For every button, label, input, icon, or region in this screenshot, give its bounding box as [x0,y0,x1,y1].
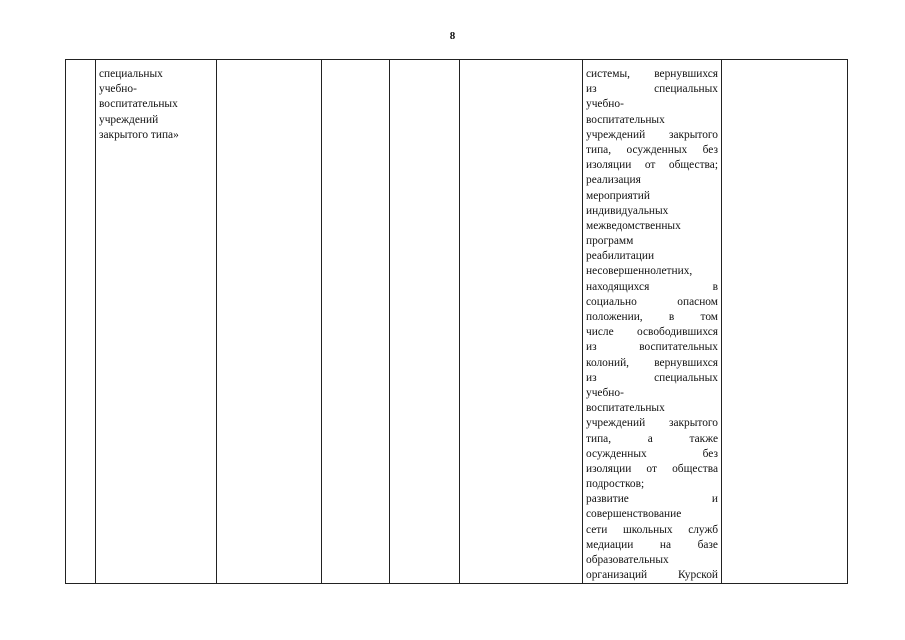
text-line: находящихся в [586,280,718,293]
table-row [66,60,848,584]
text-line: развитие и [586,493,718,506]
table-cell-number [66,60,96,584]
text-line: программ [586,235,634,248]
table-cell-empty [390,60,460,584]
text-line: несовершеннолетних, [586,265,693,278]
text-line: воспитательных [99,98,178,111]
text-line: воспитательных [586,402,665,415]
table-cell-program-name [96,60,217,584]
text-line: реализация [586,174,641,187]
text-line: учебно- [586,98,624,111]
text-line: медиации на базе [586,538,718,551]
text-line: изоляции от общества; [586,159,718,172]
text-line: специальных [99,68,163,80]
table-cell-empty [722,60,848,584]
text-line: учебно- [99,83,137,96]
text-line: из специальных [586,371,718,384]
text-line: учреждений закрытого [586,128,718,141]
table-cell-empty [460,60,583,584]
text-line: межведомственных [586,219,681,232]
document-table [65,59,848,584]
table-cell-empty [322,60,390,584]
text-line: воспитательных [586,113,665,126]
text-line: числе освободившихся [586,326,718,339]
text-line: социально опасном [586,295,718,308]
text-line: изоляции от общества [586,462,718,475]
text-line: колоний, вернувшихся [586,356,718,369]
text-line: совершенствование [586,508,682,521]
description-text [583,60,721,583]
text-line: учебно- [586,386,624,399]
text-line: положении, в том [586,311,718,323]
table-cell-empty [217,60,322,584]
program-name-text [96,60,216,143]
page-number: 8 [449,30,456,42]
text-line: из воспитательных [586,341,718,354]
text-line: индивидуальных [586,204,669,217]
text-line: из специальных [586,83,718,96]
text-line: учреждений [99,113,159,126]
text-line: образовательных [586,554,669,566]
text-line: мероприятий [586,189,650,202]
text-line: учреждений закрытого [586,417,718,430]
text-line: подростков; [586,478,645,491]
text-line: типа, осужденных без [586,143,718,156]
text-line: сети школьных служб [586,523,718,536]
text-line: типа, а также [586,432,718,445]
table-cell-description [583,60,722,584]
text-line: осужденных без [586,447,718,460]
text-line: закрытого типа» [99,128,179,141]
text-line: реабилитации [586,250,655,263]
text-line: системы, вернувшихся [586,68,718,80]
text-line: организаций Курской [586,569,718,582]
